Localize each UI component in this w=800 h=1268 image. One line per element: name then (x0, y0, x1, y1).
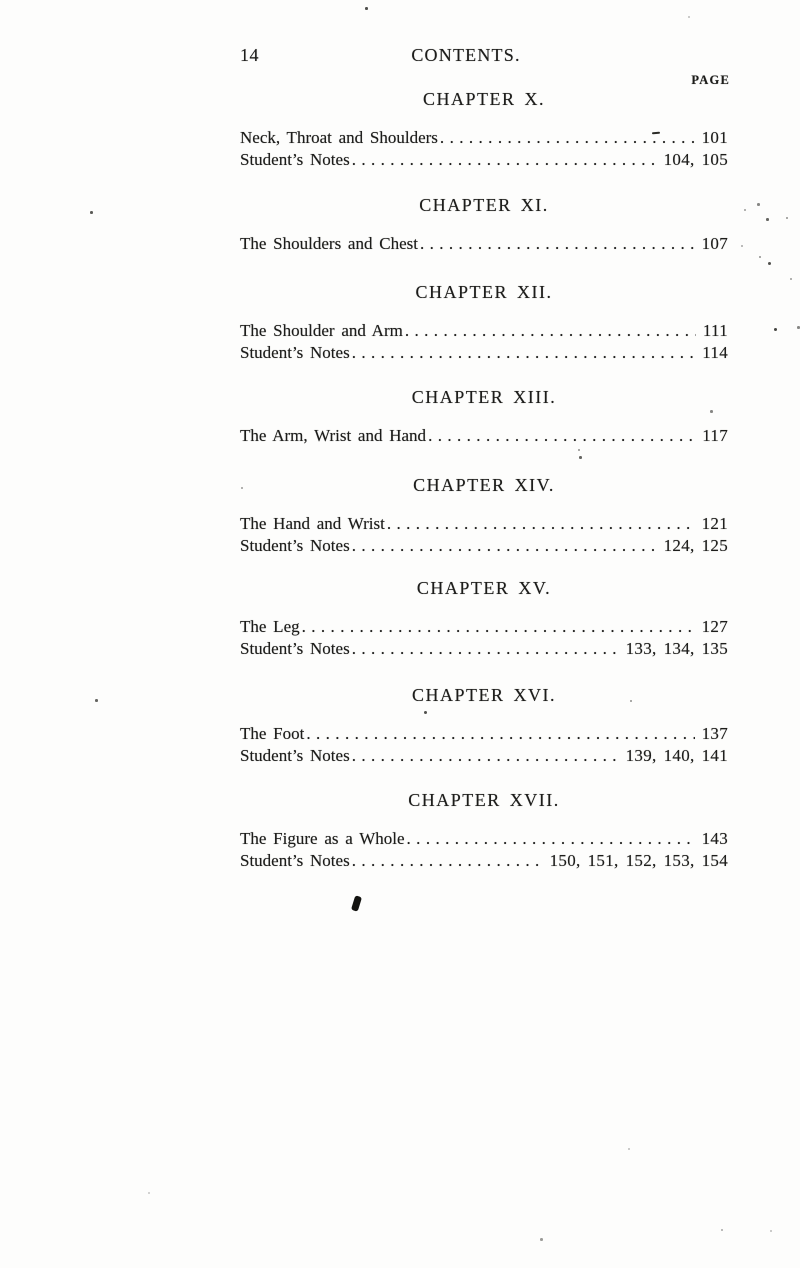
toc-entry-title: The Hand and Wrist (240, 514, 385, 533)
ink-speck (148, 1192, 150, 1194)
toc-entry-title: The Shoulder and Arm (240, 321, 403, 340)
toc-entry-pages: 117 (702, 426, 728, 445)
dot-leader (352, 638, 619, 660)
ink-speck (774, 328, 777, 331)
chapter-heading: CHAPTER X. (422, 89, 545, 109)
toc-entry (240, 233, 728, 255)
page-column-label: PAGE (691, 73, 730, 87)
ink-speck (790, 278, 792, 280)
dot-leader (352, 850, 543, 872)
ink-speck (628, 1148, 630, 1150)
dot-leader (352, 745, 619, 767)
ink-speck (770, 1230, 772, 1232)
toc-entry-pages: 143 (701, 829, 728, 848)
toc-entry-pages: 150, 151, 152, 153, 154 (549, 850, 728, 870)
dot-leader (420, 233, 695, 255)
toc-entry-pages: 114 (702, 342, 728, 362)
toc-entry-title: The Foot (240, 724, 305, 743)
toc-entry-title: The Shoulders and Chest (240, 234, 418, 253)
toc-entry (240, 149, 728, 171)
toc-entry (240, 320, 728, 342)
dot-leader (405, 320, 696, 342)
toc-entry-title: Student’s Notes (240, 342, 350, 362)
ink-speck (241, 487, 243, 489)
ink-speck (759, 256, 761, 258)
toc-entry-pages: 111 (702, 321, 728, 340)
chapter-heading: CHAPTER XI. (419, 195, 549, 215)
toc-entry-pages: 104, 105 (663, 149, 728, 169)
folio-page-number: 14 (240, 45, 259, 65)
ink-speck (424, 711, 427, 714)
toc-entry-title: Student’s Notes (240, 850, 350, 870)
toc-entry-pages: 107 (701, 234, 728, 253)
chapter-section-xvi (240, 683, 728, 766)
toc-entry (240, 127, 728, 149)
ink-speck (540, 1238, 543, 1241)
chapter-section-xvii (240, 788, 728, 871)
chapter-section-xiv (240, 473, 728, 556)
toc-entry (240, 535, 728, 557)
chapter-section-xv (240, 576, 728, 659)
toc-entry-title: The Figure as a Whole (240, 829, 405, 848)
ink-speck (757, 203, 760, 206)
dot-leader (440, 127, 695, 149)
toc-entry (240, 638, 728, 660)
toc-entry (240, 425, 728, 447)
toc-entry-pages: 139, 140, 141 (625, 745, 728, 765)
chapter-section-xii (240, 280, 728, 363)
chapter-section-xi (240, 193, 728, 255)
ink-speck (768, 262, 771, 265)
toc-entry-title: Neck, Throat and Shoulders (240, 128, 438, 147)
ink-speck (578, 449, 580, 451)
toc-entry (240, 513, 728, 535)
toc-entry-title: Student’s Notes (240, 745, 350, 765)
ink-speck (579, 456, 582, 459)
dot-leader (302, 616, 695, 638)
chapter-heading: CHAPTER XIV. (413, 475, 555, 495)
ink-blob (351, 895, 362, 911)
running-head: CONTENTS. (411, 45, 521, 65)
toc-entry (240, 616, 728, 638)
toc-entry-pages: 121 (701, 514, 728, 533)
toc-entry-title: The Arm, Wrist and Hand (240, 426, 427, 445)
toc-entry (240, 745, 728, 767)
ink-speck (365, 7, 368, 10)
chapter-heading: CHAPTER XV. (416, 578, 552, 598)
dot-leader (387, 513, 695, 535)
toc-entry-pages: 133, 134, 135 (625, 638, 728, 658)
ink-speck (90, 211, 93, 214)
dot-leader (306, 723, 694, 745)
dot-leader (352, 342, 696, 364)
ink-speck (741, 245, 743, 247)
toc-entry-title: Student’s Notes (240, 638, 350, 658)
ink-speck (766, 218, 769, 221)
toc-entry (240, 828, 728, 850)
ink-speck (721, 1229, 723, 1231)
toc-entry-pages: 137 (701, 724, 728, 743)
ink-speck (786, 217, 788, 219)
toc-entry-title: Student’s Notes (240, 149, 350, 169)
toc-entry-pages: 127 (701, 617, 728, 636)
chapter-heading: CHAPTER XIII. (411, 387, 557, 407)
ink-speck (710, 410, 713, 413)
ink-speck (744, 209, 746, 211)
toc-entry (240, 342, 728, 364)
dot-leader (352, 149, 657, 171)
dot-leader (352, 535, 657, 557)
chapter-heading: CHAPTER XVII. (408, 790, 560, 810)
toc-entry-title: The Leg (240, 617, 300, 636)
ink-speck (688, 16, 690, 18)
chapter-heading: CHAPTER XII. (415, 282, 553, 302)
toc-entry (240, 723, 728, 745)
chapter-heading: CHAPTER XVI. (411, 685, 556, 705)
toc-entry (240, 850, 728, 872)
ink-speck (95, 699, 98, 702)
dot-leader (428, 425, 695, 447)
toc-entry-pages: 101 (701, 128, 728, 147)
chapter-section-xiii (240, 385, 728, 447)
dot-leader (407, 828, 695, 850)
ink-speck (797, 326, 800, 329)
toc-entry-pages: 124, 125 (663, 535, 728, 555)
chapter-section-x (240, 87, 728, 170)
toc-entry-title: Student’s Notes (240, 535, 350, 555)
ink-speck (630, 700, 632, 702)
